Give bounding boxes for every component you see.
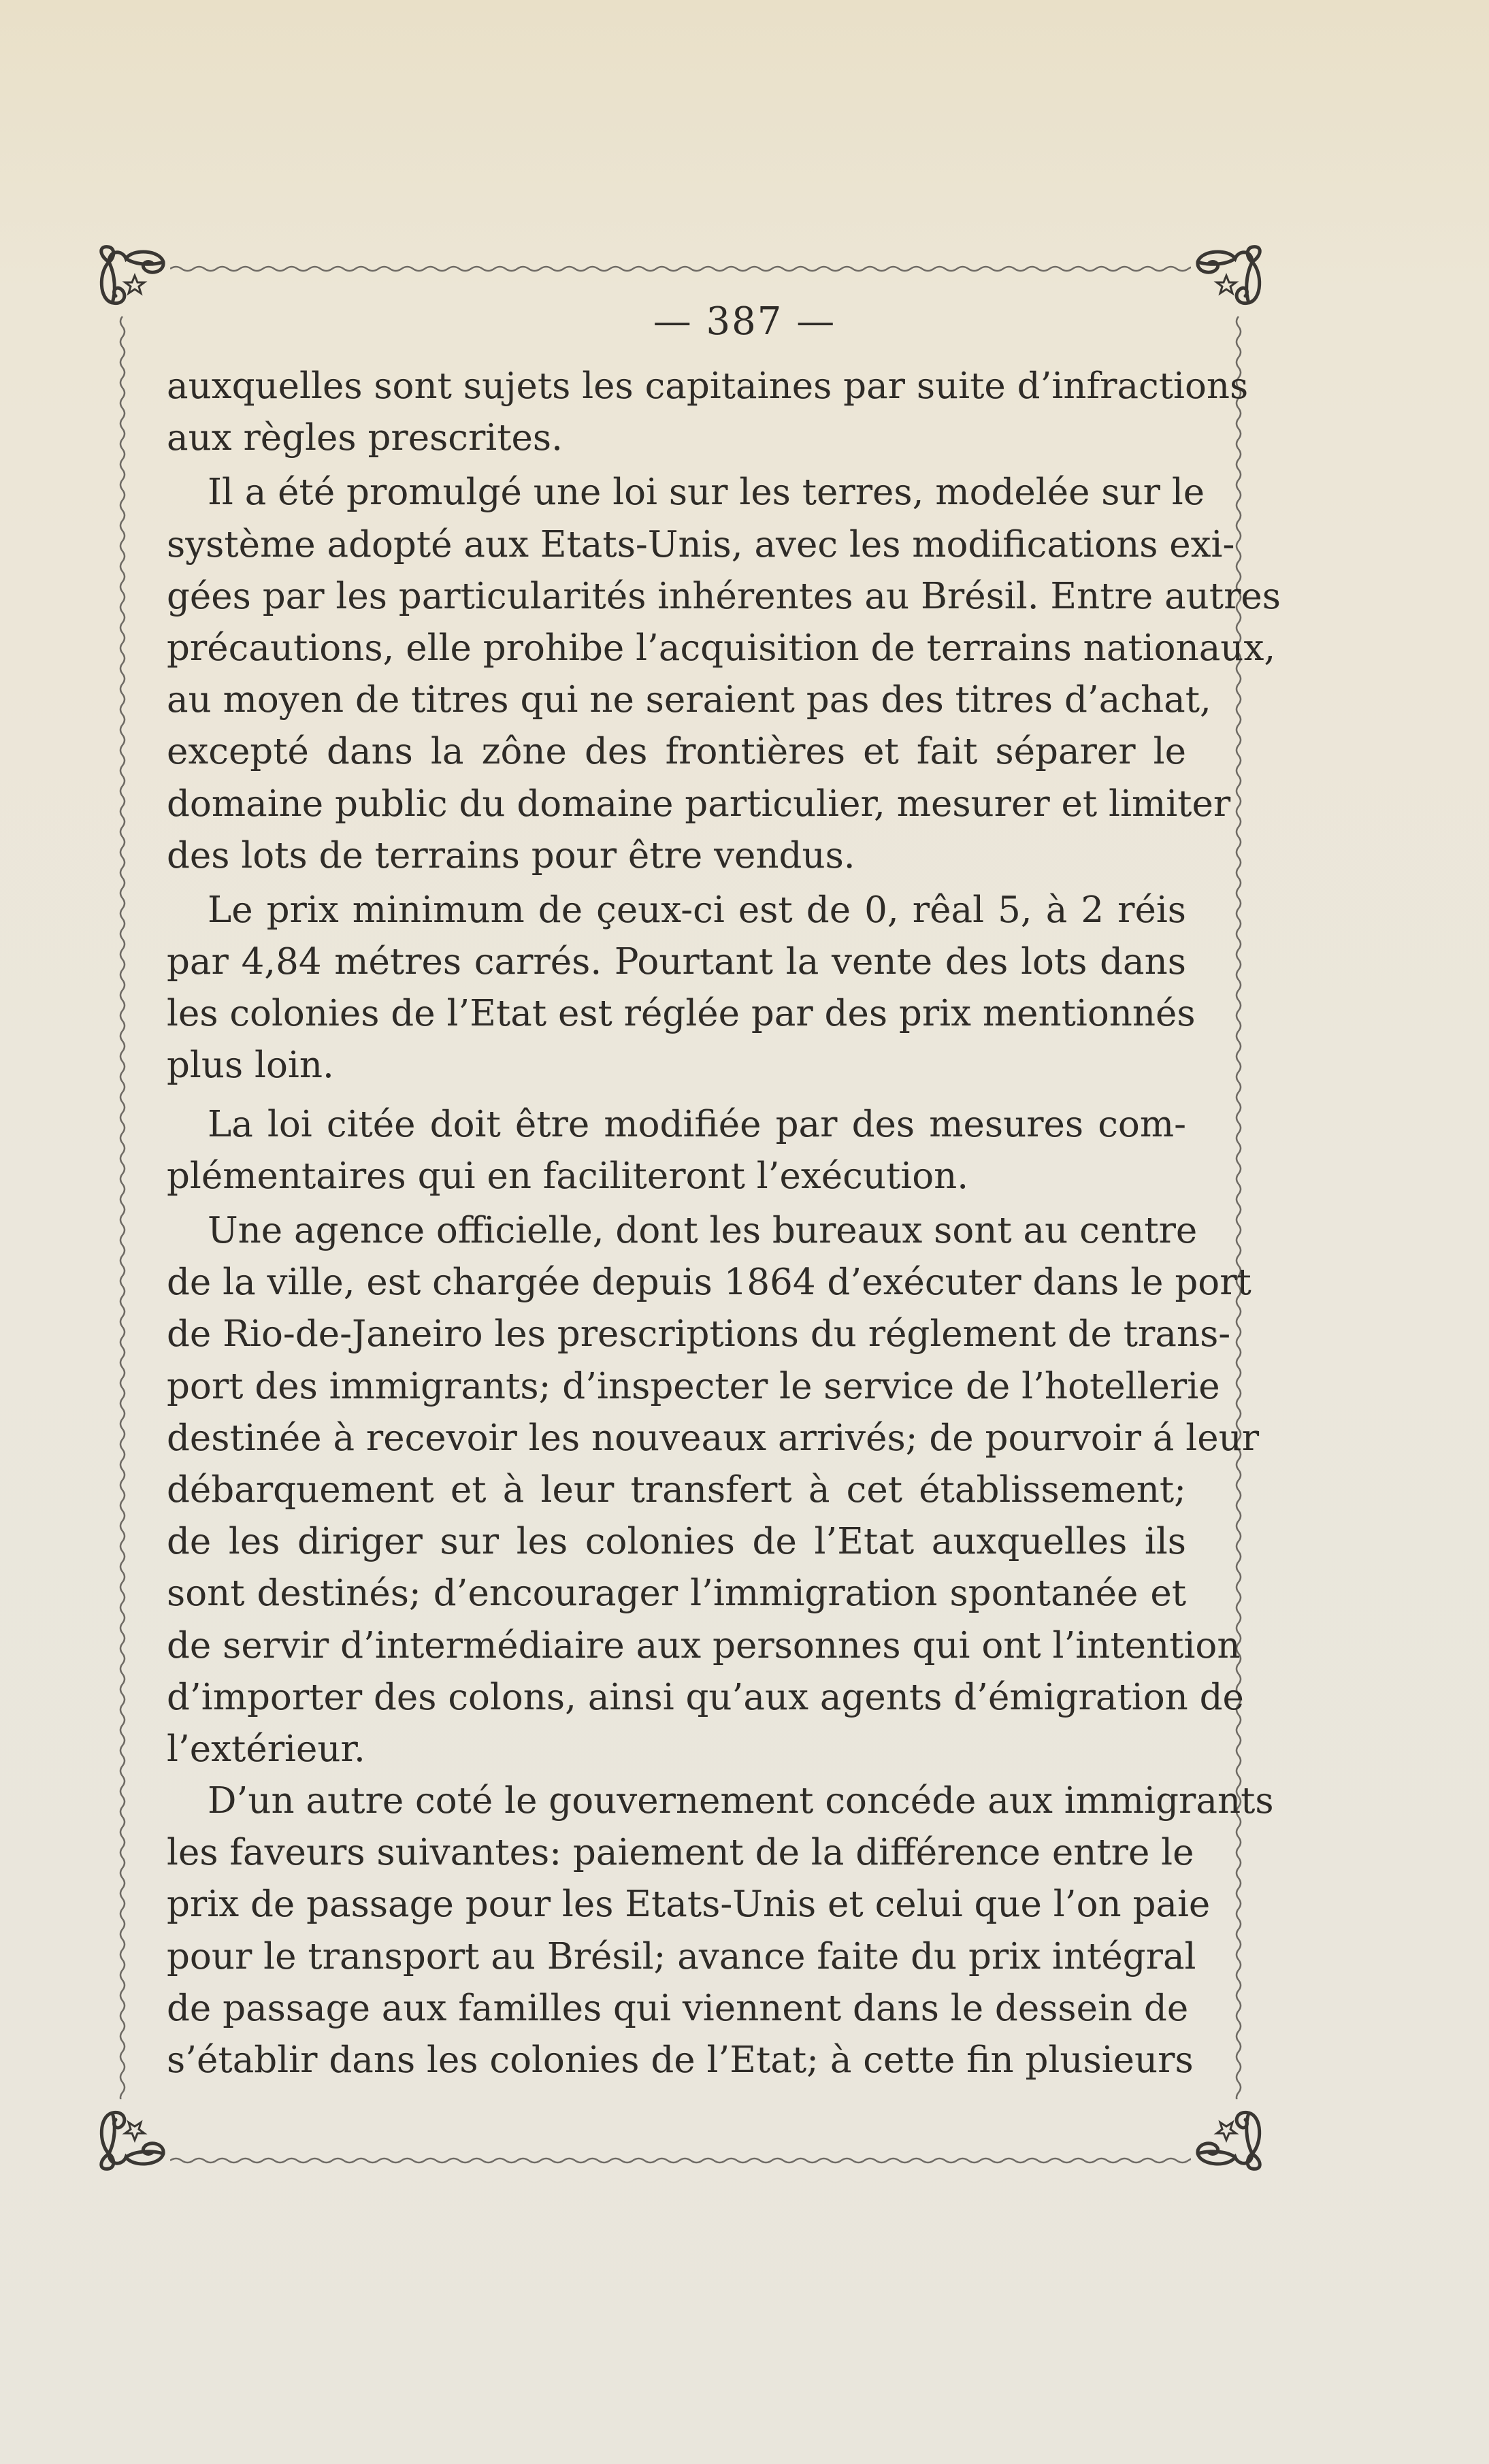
text-line: Une agence officielle, dont les bureaux sont au centre bbox=[208, 1210, 1198, 1251]
text-line: de les diriger sur les colonies de l’Etat auxquelles ils bbox=[167, 1521, 1186, 1563]
text-line: La loi citée doit être modifiée par des mesures com- bbox=[208, 1103, 1186, 1145]
text-line: de servir d’intermédiaire aux personnes qui ont l’intention bbox=[167, 1624, 1241, 1666]
text-line: débarquement et à leur transfert à cet établissement; bbox=[167, 1468, 1186, 1511]
text-line: s’établir dans les colonies de l’Etat; à cette fin plusieurs bbox=[167, 2039, 1194, 2081]
floral-corner-ornament-icon bbox=[1191, 235, 1266, 310]
text-line: système adopté aux Etats-Unis, avec les modifications exi- bbox=[167, 523, 1235, 565]
paragraph bbox=[167, 885, 1196, 1092]
text-line: les colonies de l’Etat est réglée par des prix mentionnés bbox=[167, 993, 1196, 1035]
text-line: port des immigrants; d’inspecter le service de l’hotellerie bbox=[167, 1365, 1220, 1407]
page-number: — 387 — bbox=[653, 299, 836, 344]
text-line: D’un autre coté le gouvernement concéde aux immigrants bbox=[208, 1780, 1274, 1822]
text-line: plémentaires qui en faciliteront l’exécution. bbox=[167, 1155, 969, 1197]
text-line: prix de passage pour les Etats-Unis et celui que l’on paie bbox=[167, 1884, 1211, 1926]
text-line: précautions, elle prohibe l’acquisition de terrains nationaux, bbox=[167, 627, 1276, 669]
text-line: domaine public du domaine particulier, mesurer et limiter bbox=[167, 783, 1231, 825]
floral-corner-ornament-icon bbox=[1191, 2106, 1266, 2181]
text-line: pour le transport au Brésil; avance faite du prix intégral bbox=[167, 1935, 1196, 1977]
text-line: l’extérieur. bbox=[167, 1728, 365, 1770]
text-line: plus loin. bbox=[167, 1045, 334, 1087]
text-line: auxquelles sont sujets les capitaines par suite d’infractions bbox=[167, 365, 1249, 407]
text-line: de passage aux familles qui viennent dans le dessein de bbox=[167, 1987, 1189, 2029]
floral-corner-ornament-icon bbox=[95, 235, 170, 310]
body-text bbox=[167, 361, 1281, 2086]
floral-corner-ornament-icon bbox=[95, 2106, 170, 2181]
paragraph bbox=[167, 361, 1249, 464]
paragraph bbox=[167, 467, 1281, 882]
wavy-border-bottom bbox=[170, 2154, 1191, 2167]
wavy-border-top bbox=[170, 262, 1191, 276]
text-line: Il a été promulgé une loi sur les terres, modelée sur le bbox=[208, 472, 1205, 514]
paragraph bbox=[167, 1099, 1186, 1202]
text-line: gées par les particularités inhérentes au Brésil. Entre autres bbox=[167, 575, 1281, 617]
text-line: d’importer des colons, ainsi qu’aux agents d’émigration de bbox=[167, 1676, 1244, 1718]
text-line: Le prix minimum de çeux-ci est de 0, rêal 5, à 2 réis bbox=[208, 889, 1186, 931]
text-line: des lots de terrains pour être vendus. bbox=[167, 834, 855, 876]
text-line: au moyen de titres qui ne seraient pas des titres d’achat, bbox=[167, 679, 1211, 721]
paragraph bbox=[167, 1205, 1260, 1775]
text-line: de Rio-de-Janeiro les prescriptions du réglement de trans- bbox=[167, 1313, 1231, 1356]
text-line: de la ville, est chargée depuis 1864 d’exécuter dans le port bbox=[167, 1262, 1251, 1304]
text-line: excepté dans la zône des frontières et fait séparer le bbox=[167, 731, 1186, 773]
text-line: destinée à recevoir les nouveaux arrivés; de pourvoir á leur bbox=[167, 1417, 1260, 1459]
text-line: aux règles prescrites. bbox=[167, 417, 563, 459]
text-line: les faveurs suivantes: paiement de la différence entre le bbox=[167, 1832, 1194, 1874]
paragraph bbox=[167, 1775, 1274, 2086]
wavy-border-left bbox=[116, 316, 129, 2099]
text-line: par 4,84 métres carrés. Pourtant la vente des lots dans bbox=[167, 941, 1186, 983]
text-line: sont destinés; d’encourager l’immigration spontanée et bbox=[167, 1573, 1186, 1615]
